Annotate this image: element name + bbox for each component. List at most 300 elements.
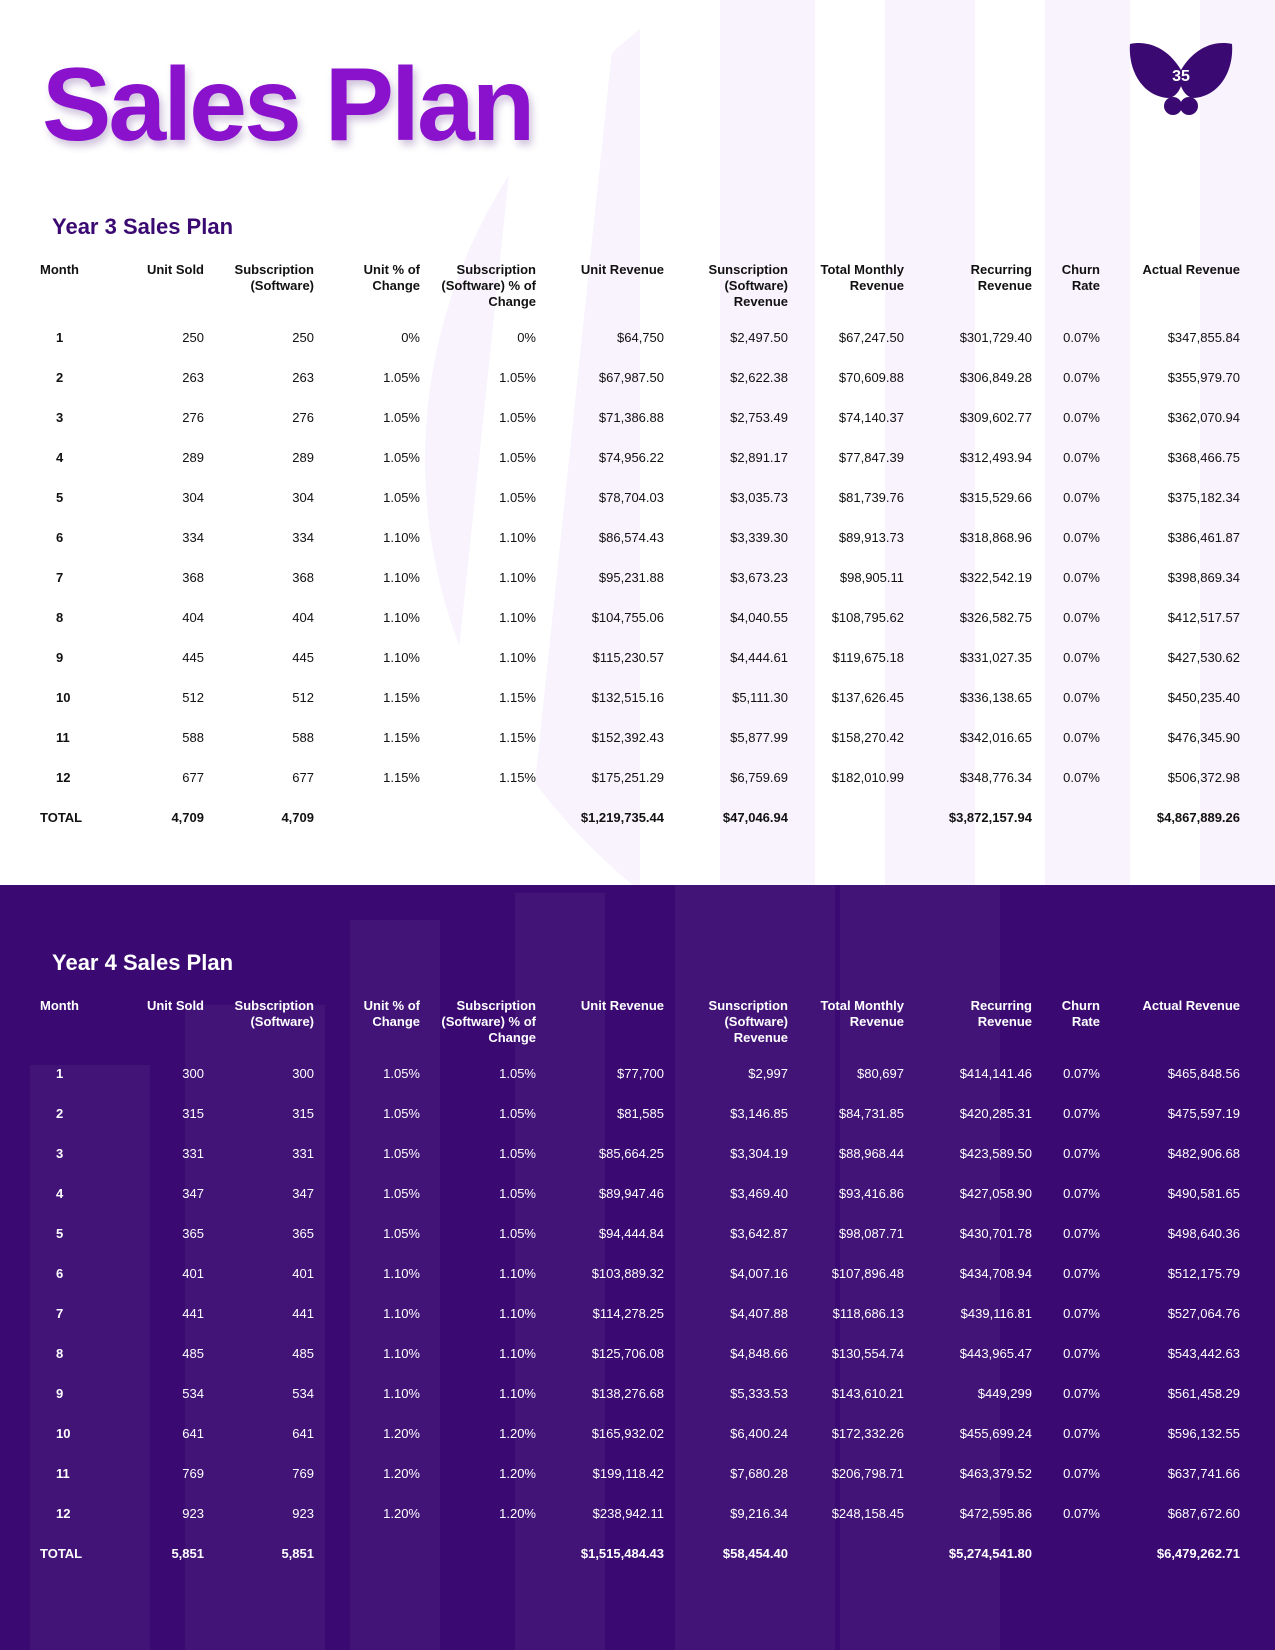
table-cell: $104,755.06 bbox=[591, 609, 664, 625]
total-cell bbox=[1040, 1533, 1108, 1573]
table-row bbox=[28, 1053, 1248, 1093]
column-header: Subscription (Software) % of Change bbox=[441, 262, 536, 309]
total-cell: $1,219,735.44 bbox=[580, 809, 664, 825]
table-cell: $355,979.70 bbox=[1167, 369, 1240, 385]
table-cell: $348,776.34 bbox=[959, 769, 1032, 785]
column-header: Churn Rate bbox=[1061, 262, 1100, 293]
total-cell bbox=[1040, 797, 1108, 837]
table-cell: 641 bbox=[292, 1425, 314, 1441]
table-cell: $89,913.73 bbox=[838, 529, 904, 545]
table-cell: 331 bbox=[182, 1145, 204, 1161]
table-cell: $596,132.55 bbox=[1167, 1425, 1240, 1441]
table-cell: 1.10% bbox=[383, 1345, 420, 1361]
column-header: Total Monthly Revenue bbox=[820, 262, 904, 293]
table-cell: 401 bbox=[292, 1265, 314, 1281]
table-cell: $206,798.71 bbox=[831, 1465, 904, 1481]
table-cell: $3,469.40 bbox=[730, 1185, 788, 1201]
page-title: Sales Plan bbox=[42, 47, 533, 163]
table-cell: 4 bbox=[56, 1185, 64, 1201]
table-row bbox=[28, 437, 1248, 477]
table-cell: $199,118.42 bbox=[592, 1465, 664, 1481]
table-cell: $439,116.81 bbox=[960, 1305, 1032, 1321]
table-cell: 0.07% bbox=[1063, 689, 1100, 705]
table-cell: 1.05% bbox=[499, 1185, 536, 1201]
table-cell: 300 bbox=[292, 1065, 314, 1081]
table-cell: 4 bbox=[56, 449, 64, 465]
table-cell: 0.07% bbox=[1063, 649, 1100, 665]
table-cell: 1.15% bbox=[383, 769, 420, 785]
table-cell: 0.07% bbox=[1063, 569, 1100, 585]
table-cell: 6 bbox=[56, 1265, 64, 1281]
total-cell: $6,479,262.71 bbox=[1156, 1545, 1240, 1561]
table-cell: $107,896.48 bbox=[831, 1265, 904, 1281]
table-cell: $430,701.78 bbox=[959, 1225, 1032, 1241]
table-cell: 1.20% bbox=[499, 1465, 536, 1481]
table-cell: $368,466.75 bbox=[1167, 449, 1240, 465]
table-cell: $450,235.40 bbox=[1167, 689, 1240, 705]
table-cell: 1.10% bbox=[499, 569, 536, 585]
column-header: Subscription (Software) bbox=[234, 998, 314, 1029]
total-cell: TOTAL bbox=[40, 809, 83, 825]
table-cell: 6 bbox=[56, 529, 64, 545]
table-cell: 1.05% bbox=[383, 1065, 420, 1081]
table-cell: $4,040.55 bbox=[730, 609, 788, 625]
total-cell bbox=[322, 1533, 428, 1573]
table-cell: $78,704.03 bbox=[598, 489, 664, 505]
table-cell: 1.05% bbox=[499, 369, 536, 385]
table-row bbox=[28, 637, 1248, 677]
table-cell: 1.05% bbox=[499, 409, 536, 425]
total-cell bbox=[322, 797, 428, 837]
table-cell: 1.10% bbox=[383, 569, 420, 585]
total-cell bbox=[428, 797, 544, 837]
table-cell: $3,146.85 bbox=[730, 1105, 788, 1121]
table-cell: 445 bbox=[292, 649, 314, 665]
table-cell: 3 bbox=[56, 409, 64, 425]
table-cell: 1.15% bbox=[499, 729, 536, 745]
table-cell: 8 bbox=[56, 1345, 64, 1361]
table-cell: $326,582.75 bbox=[959, 609, 1032, 625]
table-cell: 0% bbox=[517, 329, 536, 345]
table-cell: 0.07% bbox=[1063, 1505, 1100, 1521]
table-cell: 5 bbox=[56, 489, 64, 505]
column-header: Actual Revenue bbox=[1142, 262, 1240, 277]
table-cell: $2,997 bbox=[748, 1065, 788, 1081]
table-cell: 10 bbox=[56, 689, 71, 705]
table-cell: $455,699.24 bbox=[959, 1425, 1032, 1441]
table-cell: $88,968.44 bbox=[838, 1145, 904, 1161]
table-cell: $336,138.65 bbox=[959, 689, 1032, 705]
table-row bbox=[28, 517, 1248, 557]
column-header: Unit Sold bbox=[146, 998, 204, 1013]
year4-table-body bbox=[28, 1053, 1248, 1573]
column-header: Recurring Revenue bbox=[970, 998, 1032, 1029]
table-cell: $81,739.76 bbox=[838, 489, 904, 505]
column-header: Total Monthly Revenue bbox=[820, 998, 904, 1029]
table-cell: 1.10% bbox=[499, 529, 536, 545]
table-cell: 0.07% bbox=[1063, 329, 1100, 345]
table-cell: $4,444.61 bbox=[730, 649, 788, 665]
column-header: Unit Sold bbox=[146, 262, 204, 277]
table-cell: $64,750 bbox=[617, 329, 664, 345]
table-cell: $238,942.11 bbox=[592, 1505, 664, 1521]
table-cell: $543,442.63 bbox=[1167, 1345, 1240, 1361]
table-cell: 0.07% bbox=[1063, 1065, 1100, 1081]
table-cell: 11 bbox=[56, 1465, 70, 1481]
table-cell: $2,622.38 bbox=[730, 369, 788, 385]
total-cell bbox=[428, 1533, 544, 1573]
table-cell: 588 bbox=[182, 729, 204, 745]
column-header: Month bbox=[40, 998, 79, 1013]
table-cell: 1.10% bbox=[383, 649, 420, 665]
table-cell: $7,680.28 bbox=[730, 1465, 788, 1481]
column-header: Subscription (Software) % of Change bbox=[441, 998, 536, 1045]
table-cell: 0.07% bbox=[1063, 769, 1100, 785]
table-cell: 769 bbox=[182, 1465, 204, 1481]
table-cell: $119,675.18 bbox=[832, 649, 904, 665]
table-cell: 1.05% bbox=[383, 409, 420, 425]
table-cell: 534 bbox=[292, 1385, 314, 1401]
table-cell: 1.20% bbox=[383, 1465, 420, 1481]
table-row bbox=[28, 1453, 1248, 1493]
table-header-row bbox=[28, 262, 1248, 317]
table-cell: 1.20% bbox=[383, 1425, 420, 1441]
table-cell: 0.07% bbox=[1063, 1265, 1100, 1281]
table-cell: 0.07% bbox=[1063, 1385, 1100, 1401]
table-cell: $315,529.66 bbox=[959, 489, 1032, 505]
table-cell: $3,642.87 bbox=[730, 1225, 788, 1241]
table-cell: $561,458.29 bbox=[1167, 1385, 1240, 1401]
table-cell: 8 bbox=[56, 609, 64, 625]
table-cell: 365 bbox=[292, 1225, 314, 1241]
table-cell: 1.10% bbox=[383, 1305, 420, 1321]
table-cell: 1.05% bbox=[383, 449, 420, 465]
table-cell: 315 bbox=[292, 1105, 314, 1121]
column-header: Actual Revenue bbox=[1142, 998, 1240, 1013]
table-cell: $172,332.26 bbox=[831, 1425, 904, 1441]
table-cell: $463,379.52 bbox=[959, 1465, 1032, 1481]
table-cell: 1.10% bbox=[383, 1265, 420, 1281]
table-cell: $414,141.46 bbox=[959, 1065, 1032, 1081]
table-cell: $95,231.88 bbox=[598, 569, 664, 585]
table-cell: 0% bbox=[401, 329, 420, 345]
table-cell: $498,640.36 bbox=[1167, 1225, 1240, 1241]
table-cell: $398,869.34 bbox=[1167, 569, 1240, 585]
table-cell: 1.15% bbox=[383, 729, 420, 745]
table-row bbox=[28, 1133, 1248, 1173]
table-row bbox=[28, 1333, 1248, 1373]
table-cell: 923 bbox=[292, 1505, 314, 1521]
table-cell: 1.05% bbox=[383, 1145, 420, 1161]
table-cell: 1.05% bbox=[383, 369, 420, 385]
table-cell: $375,182.34 bbox=[1167, 489, 1240, 505]
table-cell: $137,626.45 bbox=[831, 689, 904, 705]
table-cell: $5,333.53 bbox=[730, 1385, 788, 1401]
total-cell: $3,872,157.94 bbox=[948, 809, 1032, 825]
table-cell: 0.07% bbox=[1063, 609, 1100, 625]
table-cell: 641 bbox=[182, 1425, 204, 1441]
table-cell: 441 bbox=[182, 1305, 204, 1321]
table-cell: 2 bbox=[56, 369, 64, 385]
table-row bbox=[28, 1493, 1248, 1533]
table-cell: $3,673.23 bbox=[730, 569, 788, 585]
table-cell: 347 bbox=[292, 1185, 314, 1201]
total-cell: $4,867,889.26 bbox=[1156, 809, 1240, 825]
table-row bbox=[28, 1253, 1248, 1293]
table-cell: 276 bbox=[292, 409, 314, 425]
table-cell: $512,175.79 bbox=[1167, 1265, 1240, 1281]
total-cell: 5,851 bbox=[281, 1545, 314, 1561]
table-cell: $472,595.86 bbox=[959, 1505, 1032, 1521]
table-cell: $94,444.84 bbox=[598, 1225, 664, 1241]
table-cell: $125,706.08 bbox=[591, 1345, 664, 1361]
table-cell: $427,058.90 bbox=[959, 1185, 1032, 1201]
table-cell: 1.15% bbox=[383, 689, 420, 705]
table-cell: 365 bbox=[182, 1225, 204, 1241]
total-cell: 4,709 bbox=[281, 809, 314, 825]
table-row bbox=[28, 317, 1248, 357]
column-header: Sunscription (Software) Revenue bbox=[708, 262, 788, 309]
table-cell: 1.10% bbox=[383, 609, 420, 625]
column-header: Unit Revenue bbox=[580, 262, 664, 277]
table-row bbox=[28, 477, 1248, 517]
table-cell: 1.10% bbox=[383, 529, 420, 545]
table-cell: 263 bbox=[292, 369, 314, 385]
table-cell: 1.05% bbox=[499, 1145, 536, 1161]
total-cell: 5,851 bbox=[171, 1545, 204, 1561]
year3-table-body bbox=[28, 317, 1248, 837]
table-cell: 0.07% bbox=[1063, 1105, 1100, 1121]
table-row bbox=[28, 717, 1248, 757]
table-cell: $4,407.88 bbox=[730, 1305, 788, 1321]
column-header: Unit % of Change bbox=[363, 998, 420, 1029]
table-cell: $2,753.49 bbox=[730, 409, 788, 425]
table-cell: 368 bbox=[292, 569, 314, 585]
table-cell: 289 bbox=[182, 449, 204, 465]
table-total-row bbox=[28, 1533, 1248, 1573]
table-cell: $420,285.31 bbox=[959, 1105, 1032, 1121]
table-cell: $476,345.90 bbox=[1167, 729, 1240, 745]
table-row bbox=[28, 1173, 1248, 1213]
table-cell: $85,664.25 bbox=[598, 1145, 664, 1161]
table-cell: 12 bbox=[56, 1505, 71, 1521]
table-cell: $6,400.24 bbox=[730, 1425, 788, 1441]
table-cell: 1.05% bbox=[499, 1105, 536, 1121]
table-row bbox=[28, 1293, 1248, 1333]
table-cell: $74,140.37 bbox=[838, 409, 904, 425]
table-cell: 534 bbox=[182, 1385, 204, 1401]
year3-sales-table bbox=[28, 262, 1248, 837]
table-cell: $4,848.66 bbox=[730, 1345, 788, 1361]
table-cell: $93,416.86 bbox=[838, 1185, 904, 1201]
table-cell: $347,855.84 bbox=[1167, 329, 1240, 345]
table-cell: 588 bbox=[292, 729, 314, 745]
table-cell: $318,868.96 bbox=[959, 529, 1032, 545]
table-cell: 2 bbox=[56, 1105, 64, 1121]
table-cell: 263 bbox=[182, 369, 204, 385]
table-row bbox=[28, 1213, 1248, 1253]
table-cell: $386,461.87 bbox=[1167, 529, 1240, 545]
table-cell: 1 bbox=[56, 1065, 64, 1081]
year4-sales-table bbox=[28, 998, 1248, 1573]
table-cell: 1.20% bbox=[499, 1505, 536, 1521]
table-cell: $331,027.35 bbox=[959, 649, 1032, 665]
total-cell bbox=[796, 797, 912, 837]
table-cell: 0.07% bbox=[1063, 1425, 1100, 1441]
table-cell: 512 bbox=[292, 689, 314, 705]
table-cell: 10 bbox=[56, 1425, 71, 1441]
table-cell: $301,729.40 bbox=[959, 329, 1032, 345]
table-cell: $434,708.94 bbox=[959, 1265, 1032, 1281]
total-cell: $5,274,541.80 bbox=[948, 1545, 1032, 1561]
table-header-row bbox=[28, 998, 1248, 1053]
table-cell: 1.10% bbox=[499, 1305, 536, 1321]
table-cell: $108,795.62 bbox=[831, 609, 904, 625]
table-cell: $115,230.57 bbox=[592, 649, 664, 665]
table-cell: 304 bbox=[292, 489, 314, 505]
table-cell: 0.07% bbox=[1063, 1465, 1100, 1481]
table-cell: 5 bbox=[56, 1225, 64, 1241]
table-cell: $158,270.42 bbox=[831, 729, 904, 745]
table-cell: 445 bbox=[182, 649, 204, 665]
table-cell: 0.07% bbox=[1063, 529, 1100, 545]
table-cell: 441 bbox=[292, 1305, 314, 1321]
table-cell: 1.10% bbox=[383, 1385, 420, 1401]
table-cell: $423,589.50 bbox=[959, 1145, 1032, 1161]
table-cell: 0.07% bbox=[1063, 1185, 1100, 1201]
table-cell: 0.07% bbox=[1063, 1345, 1100, 1361]
table-cell: $427,530.62 bbox=[1167, 649, 1240, 665]
table-cell: $152,392.43 bbox=[591, 729, 664, 745]
table-cell: 512 bbox=[182, 689, 204, 705]
table-cell: 401 bbox=[182, 1265, 204, 1281]
table-cell: 1.10% bbox=[499, 1385, 536, 1401]
table-cell: 0.07% bbox=[1063, 489, 1100, 505]
table-cell: 9 bbox=[56, 1385, 64, 1401]
column-header: Churn Rate bbox=[1061, 998, 1100, 1029]
table-cell: $130,554.74 bbox=[831, 1345, 904, 1361]
table-cell: $309,602.77 bbox=[959, 409, 1032, 425]
table-cell: $84,731.85 bbox=[838, 1105, 904, 1121]
column-header: Unit Revenue bbox=[580, 998, 664, 1013]
year3-title: Year 3 Sales Plan bbox=[52, 214, 234, 239]
table-cell: $98,087.71 bbox=[838, 1225, 904, 1241]
table-cell: $80,697 bbox=[857, 1065, 904, 1081]
page-number-badge bbox=[1128, 40, 1234, 116]
table-cell: $5,877.99 bbox=[730, 729, 788, 745]
table-cell: $687,672.60 bbox=[1167, 1505, 1240, 1521]
table-cell: $412,517.57 bbox=[1167, 609, 1240, 625]
table-cell: $527,064.76 bbox=[1167, 1305, 1240, 1321]
table-cell: $175,251.29 bbox=[591, 769, 664, 785]
table-cell: $449,299 bbox=[977, 1385, 1032, 1401]
table-cell: 1.10% bbox=[499, 609, 536, 625]
table-cell: $70,609.88 bbox=[838, 369, 904, 385]
table-cell: $5,111.30 bbox=[732, 689, 788, 705]
table-cell: $475,597.19 bbox=[1167, 1105, 1240, 1121]
table-cell: 1.05% bbox=[499, 489, 536, 505]
table-cell: 368 bbox=[182, 569, 204, 585]
table-cell: $465,848.56 bbox=[1167, 1065, 1240, 1081]
table-cell: 0.07% bbox=[1063, 1225, 1100, 1241]
table-cell: 1.15% bbox=[499, 689, 536, 705]
table-cell: 1.05% bbox=[383, 1185, 420, 1201]
table-cell: 1.10% bbox=[499, 1265, 536, 1281]
table-cell: 7 bbox=[56, 1305, 64, 1321]
table-cell: $81,585 bbox=[617, 1105, 664, 1121]
table-cell: $98,905.11 bbox=[839, 569, 904, 585]
table-cell: 1.20% bbox=[499, 1425, 536, 1441]
table-cell: $342,016.65 bbox=[959, 729, 1032, 745]
table-cell: 0.07% bbox=[1063, 729, 1100, 745]
table-row bbox=[28, 557, 1248, 597]
table-cell: $9,216.34 bbox=[730, 1505, 788, 1521]
table-cell: $4,007.16 bbox=[730, 1265, 788, 1281]
table-cell: $490,581.65 bbox=[1167, 1185, 1240, 1201]
table-cell: 0.07% bbox=[1063, 1305, 1100, 1321]
table-cell: $77,700 bbox=[617, 1065, 664, 1081]
table-cell: $132,515.16 bbox=[591, 689, 664, 705]
table-cell: $2,497.50 bbox=[730, 329, 788, 345]
table-total-row bbox=[28, 797, 1248, 837]
table-cell: 485 bbox=[292, 1345, 314, 1361]
table-cell: 1.15% bbox=[499, 769, 536, 785]
total-cell bbox=[796, 1533, 912, 1573]
table-cell: $443,965.47 bbox=[959, 1345, 1032, 1361]
table-cell: $3,339.30 bbox=[730, 529, 788, 545]
table-cell: $71,386.88 bbox=[598, 409, 664, 425]
table-row bbox=[28, 1413, 1248, 1453]
table-cell: $322,542.19 bbox=[959, 569, 1032, 585]
table-cell: 1 bbox=[56, 329, 64, 345]
table-cell: $182,010.99 bbox=[831, 769, 904, 785]
table-cell: $306,849.28 bbox=[959, 369, 1032, 385]
table-row bbox=[28, 597, 1248, 637]
table-cell: 1.05% bbox=[383, 1105, 420, 1121]
table-cell: 315 bbox=[182, 1105, 204, 1121]
table-cell: 1.05% bbox=[499, 1225, 536, 1241]
total-cell: 4,709 bbox=[171, 809, 204, 825]
table-cell: $86,574.43 bbox=[598, 529, 664, 545]
table-cell: 677 bbox=[182, 769, 204, 785]
column-header: Month bbox=[40, 262, 79, 277]
table-row bbox=[28, 357, 1248, 397]
column-header: Sunscription (Software) Revenue bbox=[708, 998, 788, 1045]
table-cell: 334 bbox=[182, 529, 204, 545]
table-cell: $3,035.73 bbox=[730, 489, 788, 505]
table-cell: $118,686.13 bbox=[832, 1305, 904, 1321]
table-cell: 0.07% bbox=[1063, 449, 1100, 465]
table-cell: $506,372.98 bbox=[1167, 769, 1240, 785]
table-cell: 289 bbox=[292, 449, 314, 465]
table-cell: 331 bbox=[292, 1145, 314, 1161]
table-cell: $312,493.94 bbox=[959, 449, 1032, 465]
table-cell: $165,932.02 bbox=[591, 1425, 664, 1441]
column-header: Recurring Revenue bbox=[970, 262, 1032, 293]
total-cell: $58,454.40 bbox=[722, 1545, 788, 1561]
table-cell: 347 bbox=[182, 1185, 204, 1201]
table-cell: $248,158.45 bbox=[831, 1505, 904, 1521]
table-cell: 3 bbox=[56, 1145, 64, 1161]
table-cell: 1.10% bbox=[499, 649, 536, 665]
table-cell: $67,987.50 bbox=[598, 369, 664, 385]
table-cell: 1.10% bbox=[499, 1345, 536, 1361]
table-cell: 923 bbox=[182, 1505, 204, 1521]
table-cell: $77,847.39 bbox=[838, 449, 904, 465]
table-cell: 12 bbox=[56, 769, 71, 785]
table-cell: 769 bbox=[292, 1465, 314, 1481]
table-cell: $2,891.17 bbox=[730, 449, 788, 465]
